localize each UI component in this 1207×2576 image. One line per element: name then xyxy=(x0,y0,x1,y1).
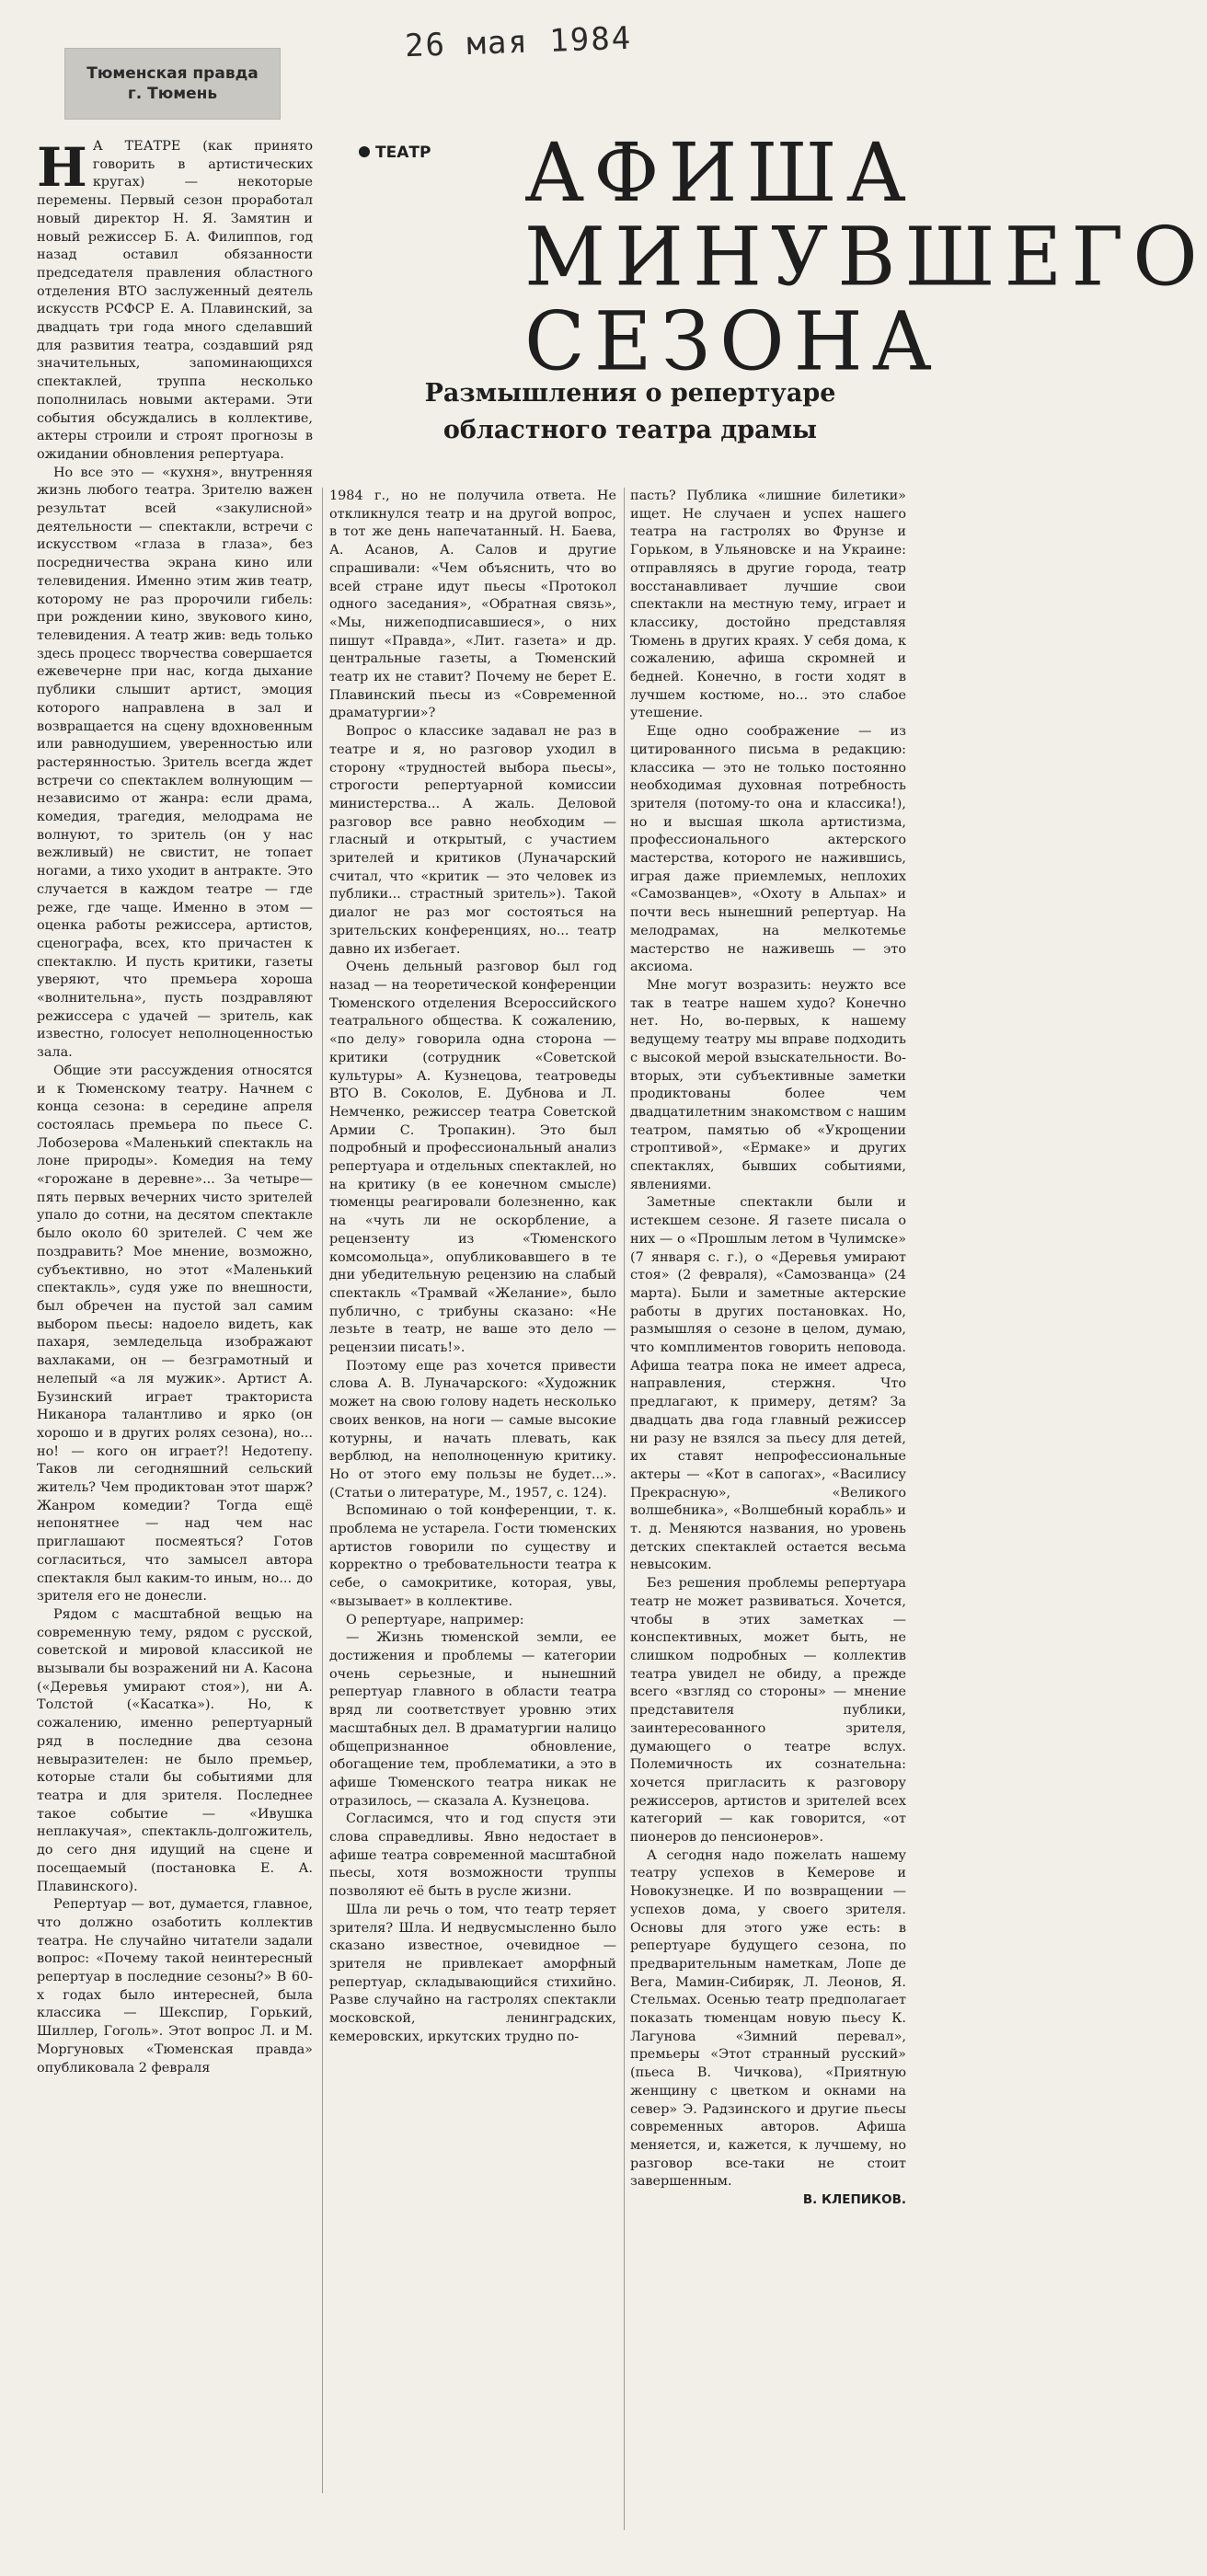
newspaper-stamp xyxy=(64,48,281,120)
paragraph: Репертуар — вот, думается, главное, что должно озаботить коллектив театра. Не случайно читатели задали вопрос: «Почему такой неинтересный репертуар в последние сезоны?» В 60-х годах было интересней, была классика — Шекспир, Горький, Шиллер, Гоголь». Этот вопрос Л. и М. Моргуновых «Тюменская правда» опубликовала 2 февраля xyxy=(37,1897,313,2076)
stamp-newspaper-name: Тюменская правда xyxy=(86,64,259,83)
author-signature: В. КЛЕПИКОВ. xyxy=(802,2192,906,2208)
paragraph: 1984 г., но не получила ответа. Не откликнулся театр и на другой вопрос, в тот же день напечатанный. Н. Баева, А. Асанов, А. Салов и другие спрашивали: «Чем объяснить, что во всей стране идут пьесы «Протокол одного заседания», «Обратная связь», «Мы, нижеподписавшиеся», о них пишут «Правда», «Лит. газета» и др. центральные газеты, а Тюменский театр их не ставит? Почему не берет Е. Плавинский пьесы из «Современной драматургии»? xyxy=(329,489,616,721)
paragraph: Вопрос о классике задавал не раз в театре и я, но разговор уходил в сторону «трудностей выбора пьесы», строгости репертуарной комиссии министерства... А жаль. Деловой разговор все равно необходим — гласный и открытый, с участием зрителей и критиков (Луначарский считал, что «критик — это человек из публики... страстный зритель»). Такой диалог не раз мог состояться на зрительских конференциях, но... театр давно их избегает. xyxy=(329,724,616,957)
paragraph: Вспоминаю о той конференции, т. к. проблема не устарела. Гости тюменских артистов говорили по существу и корректно о требовательности театра к себе, о самокритике, которая, увы, «вызывает» в коллективе. xyxy=(329,1503,616,1609)
column-divider xyxy=(322,488,323,2493)
bullet-icon xyxy=(359,146,370,157)
subtitle-line-2: областного театра драмы xyxy=(443,416,818,444)
text-column-2 xyxy=(329,488,616,2512)
paragraph: пасть? Публика «лишние билетики» ищет. Не случаен и успех нашего театра на гастролях во Фрунзе и Горьком, в Ульяновске и на Украине: отправляясь в другие города, театр восстанавливает лучшие свои спектакли на местную тему, играет и классику, достойно представляя Тюмень в других краях. У себя дома, к сожалению, афиша скромней и бедней. Конечно, в гости ходят в лучшем костюме, но... это слабое утешение. xyxy=(630,489,906,721)
subtitle-line-1: Размышления о репертуаре xyxy=(424,379,836,408)
paragraph: Поэтому еще раз хочется привести слова А. В. Луначарского: «Художник может на свою голову надеть несколько своих венков, на ноги — самые высокие котурны, и начать плевать, как верблюд, на неполноценную критику. Но от этого ему пользы не будет...». (Статьи о литературе, М., 1957, с. 124). xyxy=(329,1358,616,1501)
paragraph: Без решения проблемы репертуара театр не может развиваться. Хочется, чтобы в этих заметках — конспективных, может быть, не слишком подробных — коллектив театра увидел не обиду, а прежде всего «взгляд со стороны» — мнение представителя публики, заинтересованного зрителя, думающего о театре вслух. Полемичность их сознательна: хочется пригласить к разговору режиссеров, артистов и зрителей всех категорий — как говорится, «от пионеров до пенсионеров». xyxy=(630,1576,906,1846)
title-line-2: МИНУВШЕГО xyxy=(524,211,1207,305)
paragraph: Мне могут возразить: неужто все так в театре нашем худо? Конечно нет. Но, во-первых, к нашему ведущему театру мы вправе подходить с высокой мерой взыскательности. Во-вторых, эти субъективные заметки продиктованы более чем двадцатилетним знакомством с нашим театром, памятью об «Укрощении строптивой», «Ермаке» и других спектаклях, бывших событиями, явлениями. xyxy=(630,977,906,1192)
paragraph: О репертуаре, например: xyxy=(346,1612,524,1627)
drop-cap: Н xyxy=(37,136,87,199)
text-column-1 xyxy=(37,138,313,2502)
stamp-city: г. Тюмень xyxy=(127,85,218,103)
title-line-1: АФИША xyxy=(524,126,915,221)
rubric-text: ТЕАТР xyxy=(375,144,431,162)
article-title xyxy=(524,126,1207,389)
paragraph: А ТЕАТРЕ (как принято говорить в артистических кругах) — некоторые перемены. Первый сезон проработал новый директор Н. Я. Замятин и новый режиссер Б. А. Филиппов, год назад оставил обязанности председателя правления областного отделения ВТО заслуженный деятель искусств РСФСР Е. А. Плавинский, за двадцать три года много сделавший для развития театра, создавший ряд значительных, запоминающихся спектаклей, труппа несколько пополнилась новыми актерами. Эти события обсуждались в коллективе, актеры строили и строят прогнозы в ожидании обновления репертуара. xyxy=(37,139,313,462)
paragraph: Согласимся, что и год спустя эти слова справедливы. Явно недостает в афише театра современной масштабной пьесы, хотя возможности труппы позволяют её быть в русле жизни. xyxy=(329,1811,616,1900)
paragraph: — Жизнь тюменской земли, ее достижения и проблемы — категории очень серьезные, и нынешний репертуар главного в области театра вряд ли соответствует уровню этих масштабных дел. В драматургии налицо общепризнанное обновление, обогащение тем, проблематики, а это в афише Тюменского театра никак не отразилось, — сказала А. Кузнецова. xyxy=(329,1630,616,1809)
paragraph: Рядом с масштабной вещью на современную тему, рядом с русской, советской и мировой классикой не вызывали бы возражений ни А. Касона («Деревья умирают стоя»), ни А. Толстой («Касатка»). Но, к сожалению, именно репертуарный ряд в последние два сезона невыразителен: не было премьер, которые стали бы событиями для театра и для зрителя. Последнее такое событие — «Ивушка неплакучая», спектакль-долгожитель, до сего дня идущий на сцене и посещаемый (постановка Е. А. Плавинского). xyxy=(37,1606,313,1894)
paragraph: Очень дельный разговор был год назад — на теоретической конференции Тюменского отделения Всероссийского театрального общества. К сожалению, «по делу» говорила одна сторона — критики (сотрудник «Советской культуры» А. Кузнецова, театроведы ВТО В. Соколов, Е. Дубнова и Л. Немченко, режиссер театра Советской Армии С. Тропакин). Это был подробный и профессиональный анализ репертуара и отдельных спектаклей, но на критику (в ее конечном смысле) тюменцы реагировали болезненно, как на «чуть ли не оскорбление, а рецензенту из «Тюменского комсомольца», опубликовавшего в те дни убедительную рецензию на слабый спектакль «Трамвай «Желание», было публично, с трибуны сказано: «Не лезьте в театр, не ваше это дело — рецензии писать!». xyxy=(329,960,616,1356)
rubric-label xyxy=(359,144,431,162)
paragraph: Общие эти рассуждения относятся и к Тюменскому театру. Начнем с конца сезона: в середине апреля состоялась премьера по пьесе С. Лобозерова «Маленький спектакль на лоне природы». Комедия на тему «горожане в деревне»... За четыре—пять первых вечерних чисто зрителей упало до сотни, на десятом спектакле было около 60 зрителей. С чем же поздравить? Мое мнение, возможно, субъективно, но этот «Маленький спектакль», судя уже по внешности, был обречен на пустой зал самим выбором пьесы: надоело видеть, как пахаря, земледельца изображают вахлаками, он — безграмотный и нелепый «а ля мужик». Артист А. Бузинский играет тракториста Никанора талантливо и ярко (он хорошо и в других ролях сезона), но... но! — кого он играет?! Недотепу. Таков ли сегодняшний сельский житель? Чем продиктован этот шарж? Жанром комедии? Тогда ещё непонятнее — над чем нас приглашают посмеяться? Готов согласиться, что замысел автора спектакля был каким-то иным, но... до зрителя его не донесли. xyxy=(37,1063,313,1604)
title-line-3: СЕЗОНА xyxy=(524,294,941,389)
paragraph: Заметные спектакли были и истекшем сезоне. Я газете писала о них — о «Прошлым летом в Чулимске» (7 января с. г.), о «Деревья умирают стоя» (2 февраля), «Самозванца» (24 марта). Были и заметные актерские работы в других постановках. Но, размышляя о сезоне в целом, думаю, что комплиментов говорить неповода. Афиша театра пока не имеет адреса, направления, стержня. Что предлагают, к примеру, детям? За двадцать два года главный режиссер ни разу не взялся за пьесу для детей, их ставят непрофессиональные актеры — «Кот в сапогах», «Василису Прекрасную», «Великого волшебника», «Волшебный корабль» и т. д. Меняются названия, но уровень детских спектаклей остается весьма невысоким. xyxy=(630,1195,906,1573)
article-subtitle xyxy=(354,375,906,449)
paragraph: А сегодня надо пожелать нашему театру успехов в Кемерове и Новокузнецке. И по возвращении — успехов дома, у своего зрителя. Основы для этого уже есть: в репертуаре будущего сезона, по предварительным наметкам, Лопе де Вега, Мамин-Сибиряк, Л. Леонов, Я. Стельмах. Осенью театр предполагает показать тюменцам новую пьесу К. Лагунова «Зимний перевал», премьеры «Этот странный русский» (пьеса В. Чичкова), «Приятную женщину с цветком и окнами на север» Э. Радзинского и другие пьесы современных авторов. Афиша меняется, и, кажется, к лучшему, но разговор все-таки не стоит завершенным. xyxy=(630,1847,906,2190)
paragraph: Но все это — «кухня», внутренняя жизнь любого театра. Зрителю важен результат всей «закулисной» деятельности — спектакли, встречи с искусством «глаза в глаза», без посредничества экрана кино или телевидения. Именно этим жив театр, которому не раз пророчили гибель: при рождении кино, звукового кино, телевидения. А театр жив: ведь только здесь процесс творчества совершается ежевечерне при нас, когда дыхание публики слышит артист, эмоция которого направлена в зал и возвращается на сцену вдохновенным или равнодушием, уверенностью или растерянностью. Зритель всегда ждет встречи со спектаклем волнующим — независимо от жанра: если драма, комедия, трагедия, мелодрама не волнуют, то зритель (он у нас вежливый) не свистит, не топает ногами, а тихо уходит в антракте. Это случается в каждом театре — где реже, где чаще. Именно в этом — оценка работы режиссера, артистов, сценографа, всех, кто причастен к спектаклю. И пусть критики, газеты уверяют, что премьера хороша «волнительна», пусть поздравляют режиссера с удачей — зритель, как известно, голосует неполноценностью зала. xyxy=(37,465,313,1061)
column-divider xyxy=(624,488,625,2530)
text-column-3 xyxy=(630,488,906,2539)
paragraph: Еще одно соображение — из цитированного письма в редакцию: классика — это не только постоянно необходимая духовная потребность зрителя (потому-то она и классика!), но и высшая школа артистизма, профессионального актерского мастерства, которого не нажившись, играя даже приемлемых, неплохих «Самозванцев», «Охоту в Альпах» и почти весь нынешний репертуар. На мелодрамах, на мелкотемье мастерство не наживешь — это аксиома. xyxy=(630,724,906,975)
handwritten-date: 26 мая 1984 xyxy=(404,19,633,65)
paragraph: Шла ли речь о том, что театр теряет зрителя? Шла. И недвусмысленно было сказано известное, очевидное — зрителя не привлекает аморфный репертуар, складывающийся стихийно. Разве случайно на гастролях спектакли московской, ленинградских, кемеровских, иркутских трудно по- xyxy=(329,1902,616,2044)
